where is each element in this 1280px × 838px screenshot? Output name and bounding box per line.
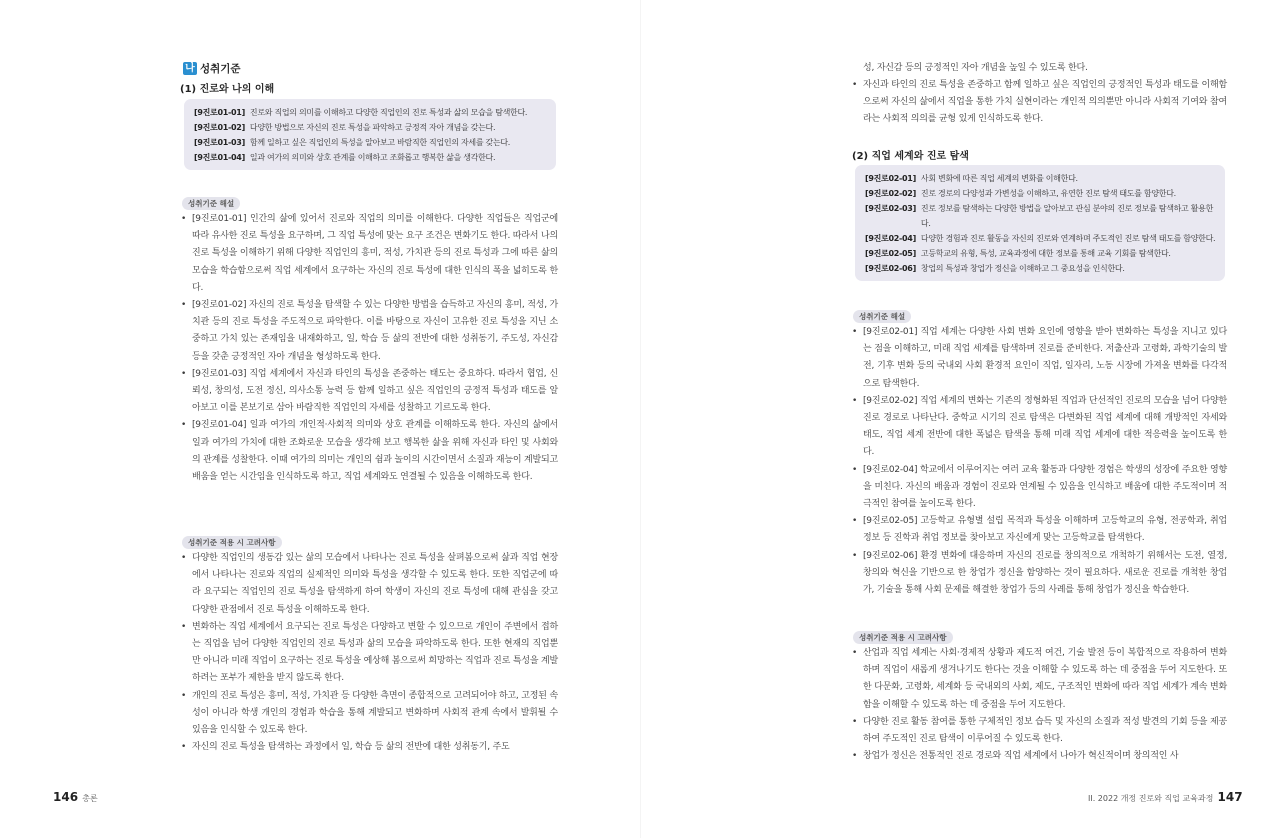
- page-label: 총론: [82, 794, 98, 803]
- standard-item: [194, 150, 548, 165]
- page-fold: [640, 0, 641, 838]
- pill-considerations: 성취기준 적용 시 고려사항: [182, 536, 282, 549]
- bullet-icon: •: [181, 742, 187, 753]
- bullet-icon: •: [852, 716, 858, 727]
- bullet-text: 산업과 직업 세계는 사회·경제적 상황과 제도적 여건, 기술 발전 등이 복합적으로 작용하여 변화하며 직업이 새롭게 생겨나기도 한다는 것을 이해할 수 있도록 하는 데 중점을 두어 지도한다. 또한 다문화, 고령화, 세계화 등 국내외의 사회, 제도, 구조적인 변화에 따라 직업 세계가 계속 변화함을 이해할 수 있도록 하는 데 중점을 두어 지도한다.: [863, 648, 1227, 710]
- page-footer-right: [1088, 790, 1243, 804]
- bullet-text: [9진로02-05] 고등학교 유형별 설립 목적과 특성을 이해하며 고등학교의 유형, 전공학과, 취업 정보 등 진학과 취업 정보를 찾아보고 자신에게 맞는 고등학교를 탐색한다.: [863, 516, 1227, 544]
- standard-item: [194, 120, 548, 135]
- bullet-icon: •: [852, 648, 858, 658]
- bullet-icon: •: [852, 550, 858, 561]
- considerations-list: [851, 645, 1227, 765]
- bullet-paragraph: [851, 462, 1227, 514]
- bullet-paragraph: [180, 688, 558, 740]
- bullet-paragraph: [180, 211, 558, 297]
- standard-item: [865, 231, 1217, 246]
- bullet-icon: •: [181, 368, 187, 379]
- bullet-icon: •: [181, 420, 187, 431]
- standard-code: [9진로01-04]: [194, 153, 245, 162]
- subheading: (2) 직업 세계와 진로 탐색: [852, 151, 969, 162]
- bullet-text: [9진로02-02] 직업 세계의 변화는 기존의 정형화된 직업과 단선적인 진로의 모습을 넘어 다양한 진로 경로로 나타난다. 중학교 시기의 진로 탐색은 다변화된 직업 세계에 대해 개방적인 자세와 태도, 직업 세계 전반에 대한 폭넓은 탐색을 통해 미래 직업 세계에 대한 적응력을 높이도록 한다.: [863, 395, 1227, 458]
- bullet-text: [9진로01-03] 직업 세계에서 자신과 타인의 특성을 존중하는 태도는 중요하다. 따라서 협업, 신뢰성, 창의성, 도전 정신, 의사소통 능력 등 함께 일하고 싶은 직업인의 긍정적 특성과 태도를 알아보고 이를 본보기로 삼아 바람직한 직업인의 자세를 성찰하고 기르도록 한다.: [192, 368, 558, 414]
- page-number: 147: [1217, 790, 1243, 804]
- bullet-text: 자신의 진로 특성을 탐색하는 과정에서 일, 학습 등 삶의 전반에 대한 성취동기, 주도: [192, 742, 510, 753]
- bullet-text: [9진로02-04] 학교에서 이루어지는 여러 교육 활동과 다양한 경험은 학생의 성장에 주요한 영향을 미친다. 자신의 배움과 경험이 진로와 연계될 수 있음을 인식하고 배움에 대한 주도적이며 적극적인 참여를 높이도록 한다.: [863, 464, 1227, 510]
- bullet-text: 변화하는 직업 세계에서 요구되는 진로 특성은 다양하고 변할 수 있으므로 개인이 주변에서 접하는 직업을 넘어 다양한 직업인의 진로 특성과 삶의 모습을 파악하도록 한다. 또한 현재의 직업뿐만 아니라 미래 직업이 요구하는 진로 특성을 예상해 봄으로써 희망하는 직업과 진로 특성을 계발하려는 포부가 제한을 받지 않도록 한다.: [192, 621, 558, 684]
- standard-text: 진로 경로의 다양성과 가변성을 이해하고, 유연한 진로 탐색 태도를 함양한다.: [920, 189, 1176, 198]
- bullet-icon: •: [852, 395, 858, 406]
- page-label: II. 2022 개정 진로와 직업 교육과정: [1088, 794, 1214, 803]
- pill-explanation: 성취기준 해설: [182, 197, 240, 210]
- bullet-text: [9진로01-01] 인간의 삶에 있어서 진로와 직업의 의미를 이해한다. 다양한 직업들은 직업군에 따라 유사한 진로 특성을 요구하며, 그 직업 특성에 맞는 요구 조건은 변화기도 한다. 따라서 나의 진로 특성을 이해하기 위해 다양한 직업인의 흥미, 적성, 가치관 등의 진로 특성과 그에 따른 삶의 모습을 학습함으로써 직업 세계에서 요구하는 자신의 진로 특성에 대한 인식의 폭을 넓히도록 한다.: [192, 214, 558, 293]
- explanation-list: [180, 211, 558, 486]
- standard-code: [9진로02-04]: [865, 234, 916, 243]
- bullet-text: [9진로01-02] 자신의 진로 특성을 탐색할 수 있는 다양한 방법을 습득하고 자신의 흥미, 적성, 가치관 등의 진로 특성을 주도적으로 파악한다. 이를 바탕으로 자신이 고유한 진로 특성을 지닌 소중하고 가치 있는 존재임을 내재화하고, 일, 학습 등 삶의 전반에 대한 성취동기, 주도성, 자신감 등을 갖춘 긍정적인 자아 개념을 형성하도록 한다.: [192, 300, 559, 362]
- bullet-text: 창업가 정신은 전통적인 진로 경로와 직업 세계에서 나아가 혁신적이며 창의적인 사: [863, 751, 1179, 762]
- bullet-paragraph: [851, 645, 1227, 714]
- pill-explanation: 성취기준 해설: [853, 310, 911, 323]
- standard-text: 진로 정보를 탐색하는 다양한 방법을 알아보고 관심 분야의 진로 정보를 탐색하고 활용한다.: [920, 204, 1213, 228]
- bullet-text: 다양한 직업인의 생동감 있는 삶의 모습에서 나타나는 진로 특성을 살펴봄으로써 삶과 직업 현장에서 나타나는 진로와 직업의 실제적인 의미와 특성을 생각할 수 있도록 한다. 또한 직업군에 따라 요구되는 직업인의 진로 특성을 탐색하게 하여 학생이 자신의 진로 특성에 대해 관심을 갖고 다양한 관점에서 진로 특성을 이해하도록 한다.: [192, 553, 558, 615]
- standard-text: 일과 여가의 의미와 상호 관계를 이해하고 조화롭고 행복한 삶을 생각한다.: [249, 153, 496, 162]
- bullet-icon: •: [852, 464, 858, 475]
- bullet-paragraph: [180, 619, 558, 688]
- standard-code: [9진로02-05]: [865, 249, 916, 258]
- bullet-icon: •: [852, 80, 858, 90]
- bullet-icon: •: [852, 516, 858, 527]
- bullet-icon: •: [181, 214, 187, 224]
- standard-text: 함께 일하고 싶은 직업인의 특성을 알아보고 바람직한 직업인의 자세를 갖는다.: [249, 138, 511, 147]
- standard-text: 창업의 특성과 창업가 정신을 이해하고 그 중요성을 인식한다.: [920, 264, 1125, 273]
- considerations-list: [180, 550, 558, 756]
- bullet-paragraph: [180, 550, 558, 619]
- bullet-paragraph: [851, 513, 1227, 547]
- standard-code: [9진로02-02]: [865, 189, 916, 198]
- bullet-paragraph: [180, 297, 558, 366]
- standard-code: [9진로01-02]: [194, 123, 245, 132]
- page-footer-left: [53, 790, 98, 804]
- pill-considerations: 성취기준 적용 시 고려사항: [853, 631, 953, 644]
- continued-text: 성, 자신감 등의 긍정적인 자아 개념을 높일 수 있도록 한다.: [863, 63, 1088, 73]
- standards-box: [855, 165, 1225, 281]
- bullet-text: 다양한 진로 활동 참여를 통한 구체적인 정보 습득 및 자신의 소질과 적성 발견의 기회 등을 제공하여 주도적인 진로 탐색이 이루어질 수 있도록 한다.: [863, 716, 1227, 745]
- bullet-icon: •: [181, 621, 187, 632]
- subheading: (1) 진로와 나의 이해: [180, 84, 275, 95]
- bullet-text: 자신과 타인의 진로 특성을 존중하고 함께 일하고 싶은 직업인의 긍정적인 특성과 태도를 이해함으로써 자신의 삶에서 직업을 통한 가치 실현이라는 개인적 의의뿐만 아니라 사회적 기여와 참여라는 사회적 의의를 균형 있게 인식하도록 한다.: [863, 80, 1227, 125]
- standard-item: [865, 201, 1217, 231]
- standard-code: [9진로01-03]: [194, 138, 245, 147]
- bullet-text: [9진로02-06] 환경 변화에 대응하며 자신의 진로를 창의적으로 개척하기 위해서는 도전, 열정, 창의와 혁신을 기반으로 한 창업가 정신을 함양하는 것이 필요하다. 새로운 진로를 개척한 창업가, 기술을 통해 사회 문제를 해결한 창업가 등의 사례를 통해 창업가 정신을 학습한다.: [863, 550, 1227, 596]
- standard-item: [865, 171, 1217, 186]
- bullet-text: 개인의 진로 특성은 흥미, 적성, 가치관 등 다양한 측면이 종합적으로 고려되어야 하고, 고정된 속성이 아니라 학생 개인의 경험과 학습을 통해 계발되고 변화하며 사회적 관계 속에서 발휘될 수 있음을 인식할 수 있도록 한다.: [192, 690, 558, 736]
- section-header: [183, 61, 241, 76]
- bullet-paragraph: [180, 739, 558, 756]
- top-bullet-list: [851, 77, 1227, 129]
- bullet-paragraph: [851, 548, 1227, 600]
- standard-text: 고등학교의 유형, 특성, 교육과정에 대한 정보를 통해 교육 기회를 탐색한다.: [920, 249, 1171, 258]
- bullet-icon: •: [852, 751, 858, 762]
- standard-text: 다양한 방법으로 자신의 진로 특성을 파악하고 긍정적 자아 개념을 갖는다.: [249, 123, 496, 132]
- standard-item: [194, 105, 548, 120]
- standard-text: 진로와 직업의 의미를 이해하고 다양한 직업인의 진로 특성과 삶의 모습을 탐색한다.: [249, 108, 528, 117]
- standard-item: [194, 135, 548, 150]
- standards-box: [184, 99, 556, 170]
- bullet-icon: •: [181, 553, 187, 563]
- explanation-list: [851, 324, 1227, 599]
- bullet-icon: •: [181, 690, 187, 701]
- bullet-paragraph: [851, 393, 1227, 462]
- bullet-text: [9진로01-04] 일과 여가의 개인적·사회적 의미와 상호 관계를 이해하도록 한다. 자신의 삶에서 일과 여가의 가치에 대한 조화로운 모습을 생각해 보고 행복한 삶을 위해 자신과 타인 및 사회와의 관계를 성찰한다. 이때 여가의 의미는 개인의 쉼과 놀이의 시간이면서 소질과 재능이 계발되고 배움을 얻는 시간임을 인식하도록 하고, 직업 세계와도 연결될 수 있음을 이해하도록 한다.: [192, 420, 558, 483]
- standard-code: [9진로02-03]: [865, 204, 916, 213]
- standard-code: [9진로01-01]: [194, 108, 245, 117]
- bullet-icon: •: [852, 327, 858, 337]
- bullet-paragraph: [180, 417, 558, 486]
- bullet-paragraph: [851, 77, 1227, 129]
- section-title: 성취기준: [200, 63, 241, 75]
- bullet-paragraph: [180, 366, 558, 418]
- standard-text: 다양한 경험과 진로 활동을 자신의 진로와 연계하며 주도적인 진로 탐색 태도를 함양한다.: [920, 234, 1216, 243]
- bullet-paragraph: [851, 714, 1227, 748]
- standard-code: [9진로02-01]: [865, 174, 916, 183]
- bullet-paragraph: [851, 748, 1227, 765]
- bullet-text: [9진로02-01] 직업 세계는 다양한 사회 변화 요인에 영향을 받아 변화하는 특성을 지니고 있다는 점을 이해하고, 미래 직업 세계를 탐색하며 진로를 준비한다. 저출산과 고령화, 과학기술의 발전, 기후 변화 등의 국내외 사회 환경적 요인이 직업, 일자리, 노동 시장에 가져올 변화를 다각적으로 탐색한다.: [863, 327, 1227, 389]
- standard-code: [9진로02-06]: [865, 264, 916, 273]
- standard-item: [865, 186, 1217, 201]
- bullet-paragraph: [851, 324, 1227, 393]
- standard-item: [865, 261, 1217, 276]
- bullet-icon: •: [181, 300, 187, 311]
- standard-item: [865, 246, 1217, 261]
- page-number: 146: [53, 790, 79, 804]
- standard-text: 사회 변화에 따른 직업 세계의 변화를 이해한다.: [920, 174, 1078, 183]
- section-mark: 나: [183, 62, 197, 75]
